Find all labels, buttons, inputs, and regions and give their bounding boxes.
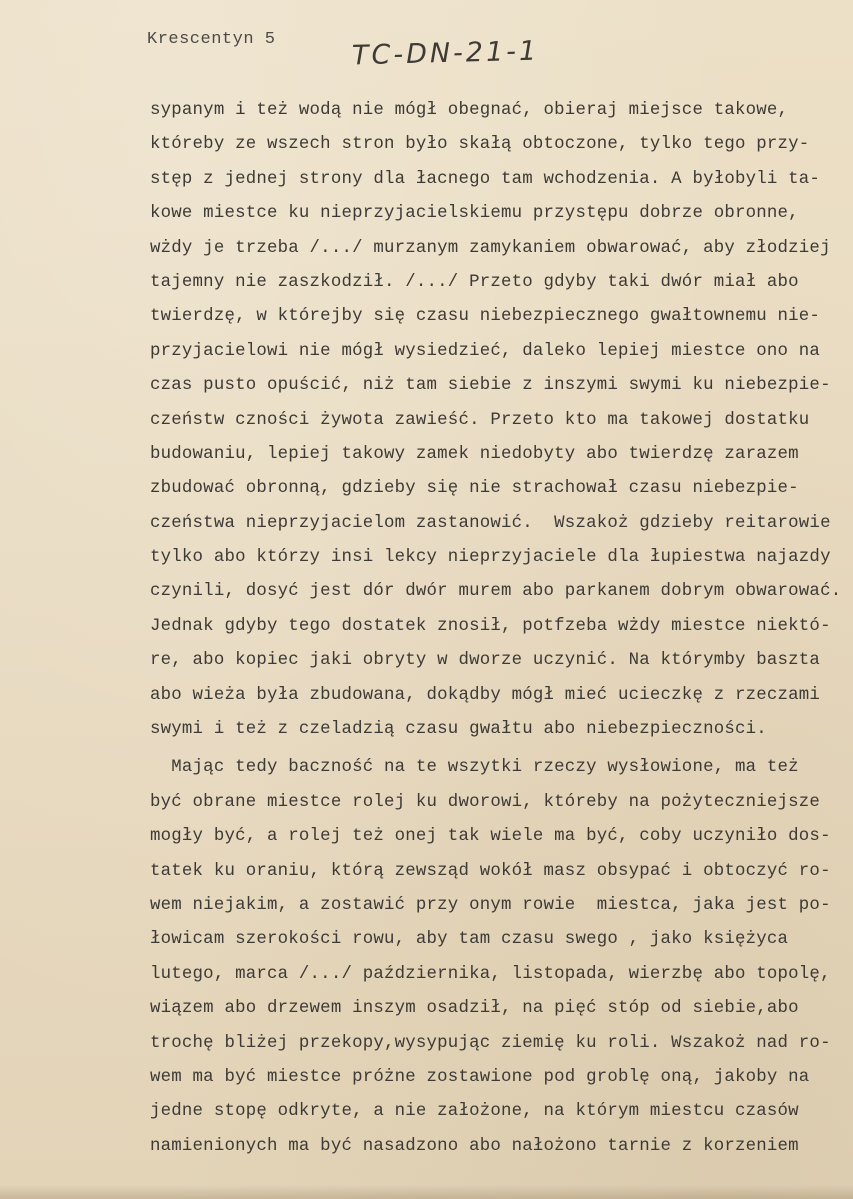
- text-line: wem ma być miestce próżne zostawione pod groblę oną, jakoby na: [150, 1067, 810, 1087]
- text-line: być obrane miestce rolej ku dworowi, któreby na pożyteczniejsze: [150, 792, 821, 812]
- text-line: czeństwa nieprzyjacielom zastanowić. Wszakoż gdzieby reitarowie: [150, 513, 831, 533]
- text-line: swymi i też z czeladzią czasu gwałtu abo niebezpieczności.: [150, 720, 767, 740]
- text-line: czas pusto opuścić, niż tam siebie z inszymi swymi ku niebezpie-: [150, 376, 831, 396]
- text-line: namienionych ma być nasadzono abo nałożono tarnie z korzeniem: [150, 1136, 799, 1156]
- text-line: czeństw czności żywota zawieść. Przeto kto ma takowej dostatku: [150, 410, 810, 430]
- handwritten-reference-mark: TC-DN-21-1: [351, 35, 540, 72]
- text-line: tatek ku oraniu, którą zewsząd wokół masz obsypać i obtoczyć ro-: [150, 861, 831, 881]
- typed-text-body: [150, 94, 842, 1164]
- text-line: wem niejakim, a zostawić przy onym rowie miestca, jaka jest po-: [150, 895, 831, 915]
- text-line: zbudować obronną, gdzieby się nie strachował czasu niebezpie-: [150, 479, 799, 499]
- text-line: łowicam szerokości rowu, aby tam czasu swego , jako księżyca: [150, 930, 789, 950]
- page-header-label: Krescentyn 5: [147, 30, 276, 49]
- text-line: wżdy je trzeba /.../ murzanym zamykaniem obwarować, aby złodziej: [150, 238, 831, 258]
- text-line: Mając tedy baczność na te wszytki rzeczy wysłowione, ma też: [150, 758, 799, 778]
- text-line: trochę bliżej przekopy,wysypując ziemię ku roli. Wszakoż nad ro-: [150, 1033, 831, 1053]
- text-line: sypanym i też wodą nie mógł obegnać, obieraj miejsce takowe,: [150, 101, 789, 120]
- text-line: lutego, marca /.../ października, listopada, wierzbę abo topolę,: [150, 964, 831, 984]
- text-line: re, abo kopiec jaki obryty w dworze uczynić. Na którymby baszta: [150, 651, 821, 671]
- text-line: stęp z jednej strony dla łacnego tam wchodzenia. A byłobyli ta-: [150, 169, 821, 189]
- text-line: wiązem abo drzewem inszym osadził, na pięć stóp od siebie,abo: [150, 999, 799, 1019]
- text-line: któreby ze wszech stron było skałą obtoczone, tylko tego przy-: [150, 135, 810, 155]
- text-line: mogły być, a rolej też onej tak wiele ma być, coby uczyniło dos-: [150, 827, 831, 847]
- text-line: czynili, dosyć jest dór dwór murem abo parkanem dobrym obwarować.: [150, 582, 842, 602]
- page-edge-shadow: [0, 1185, 853, 1199]
- text-line: twierdzę, w którejby się czasu niebezpiecznego gwałtownemu nie-: [150, 307, 821, 327]
- text-line: tajemny nie zaszkodził. /.../ Przeto gdyby taki dwór miał abo: [150, 272, 799, 292]
- text-line: abo wieża była zbudowana, dokądby mógł mieć ucieczkę z rzeczami: [150, 685, 821, 705]
- text-line: tylko abo którzy insi lekcy nieprzyjaciele dla łupiestwa najazdy: [150, 548, 831, 568]
- text-line: przyjacielowi nie mógł wysiedzieć, daleko lepiej miestce ono na: [150, 341, 821, 361]
- text-line: budowaniu, lepiej takowy zamek niedobyty abo twierdzę zarazem: [150, 444, 799, 464]
- text-line: jedne stopę odkryte, a nie założone, na którym miestcu czasów: [150, 1102, 799, 1122]
- text-line: kowe miestce ku nieprzyjacielskiemu przystępu dobrze obronne,: [150, 204, 799, 224]
- text-line: Jednak gdyby tego dostatek znosił, potfzeba wżdy miestce niektó-: [150, 616, 831, 636]
